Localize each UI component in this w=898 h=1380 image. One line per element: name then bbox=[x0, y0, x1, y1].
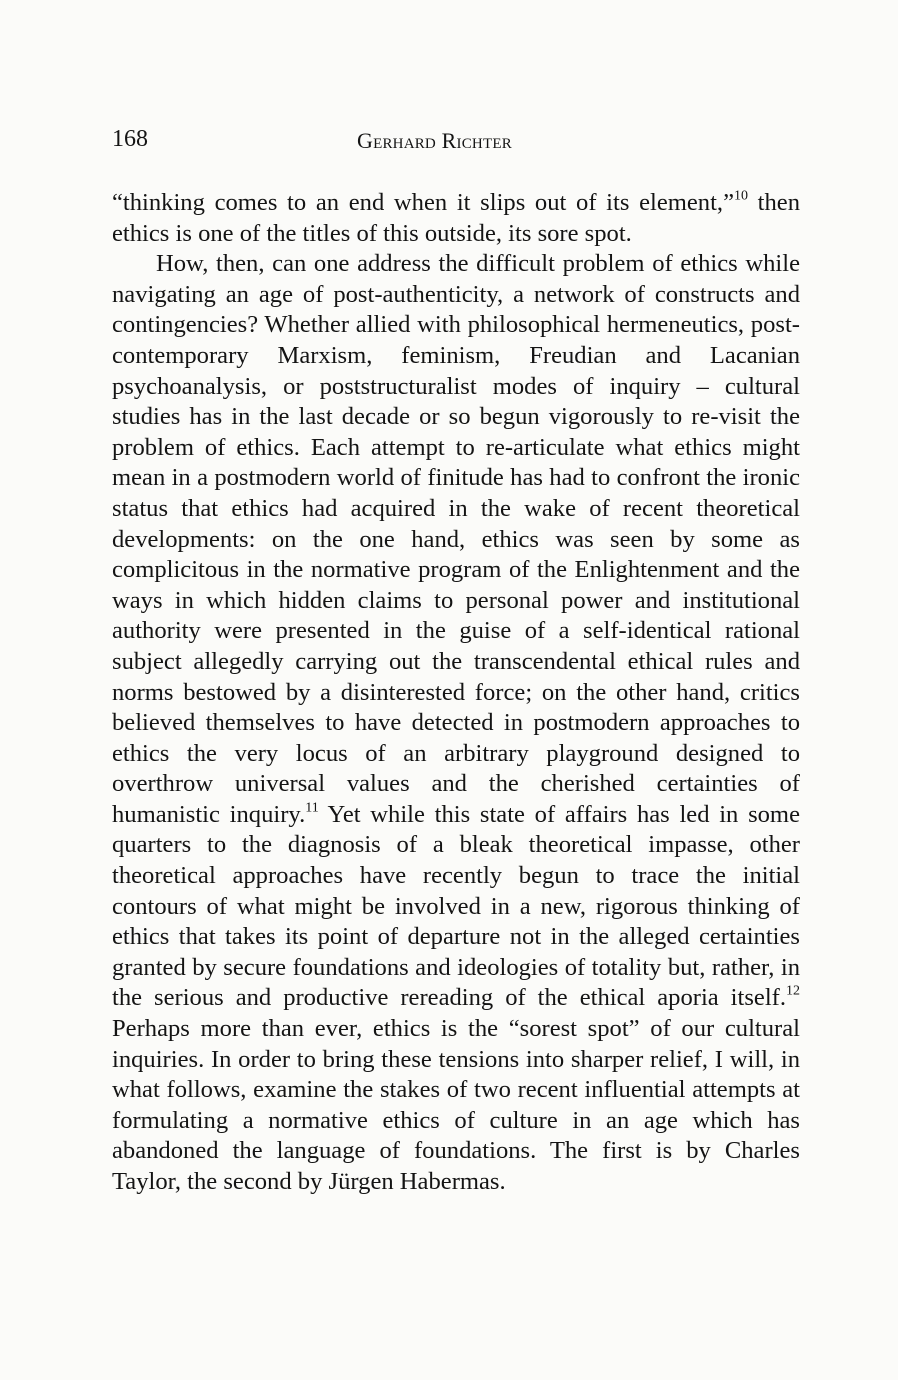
body-text bbox=[112, 188, 800, 1198]
paragraph-2 bbox=[112, 249, 800, 1197]
text-run: Yet while this state of affairs has led in some quarters to the diagnosis of a bleak theoretical impasse, other theoretical approaches have recently begun to trace the initial contours of what might be involved in a new, rigorous thinking of ethics that takes its point of departure not in the alleged certainties granted by secure foundations and ideologies of totality but, rather, in the serious and productive rereading of the ethical aporia itself. bbox=[112, 800, 800, 1012]
text-run: How, then, can one address the difficult problem of ethics while navigating an age of post-authenticity, a network of constructs and contingencies? Whether allied with philosophical hermeneutics, post-contemporary Marxism, feminism, Freudian and Lacanian psychoanalysis, or poststructuralist modes of inquiry – cultural studies has in the last decade or so begun vigorously to re-visit the problem of ethics. Each attempt to re-articulate what ethics might mean in a postmodern world of finitude has had to confront the ironic status that ethics had acquired in the wake of recent theoretical developments: on the one hand, ethics was seen by some as complicitous in the normative program of the Enlightenment and the ways in which hidden claims to personal power and institutional authority were presented in the guise of a self-identical rational subject allegedly carrying out the transcendental ethical rules and norms bestowed by a disinterested force; on the other hand, critics believed themselves to have detected in postmodern approaches to ethics the very locus of an arbitrary playground designed to overthrow universal values and the cherished certainties of humanistic inquiry. bbox=[112, 250, 800, 828]
page-number: 168 bbox=[112, 126, 148, 152]
text-run: Perhaps more than ever, ethics is the “sorest spot” of our cultural inquiries. In order to bring these tensions into sharper relief, I will, in what follows, examine the stakes of two recent influential attempts at formulating a normative ethics of culture in an age which has abandoned the language of foundations. The first is by Charles Taylor, the second by Jürgen Habermas. bbox=[112, 1015, 800, 1195]
text-run: “thinking comes to an end when it slips out of its element,” bbox=[112, 189, 734, 216]
footnote-ref-11: 11 bbox=[305, 800, 319, 816]
footnote-ref-12: 12 bbox=[786, 983, 800, 999]
text-run: then ethics is one of the titles of this outside, its sore spot. bbox=[112, 189, 800, 247]
running-head: Gerhard Richter bbox=[357, 128, 512, 153]
paragraph-1 bbox=[112, 188, 800, 249]
footnote-ref-10: 10 bbox=[733, 188, 748, 204]
